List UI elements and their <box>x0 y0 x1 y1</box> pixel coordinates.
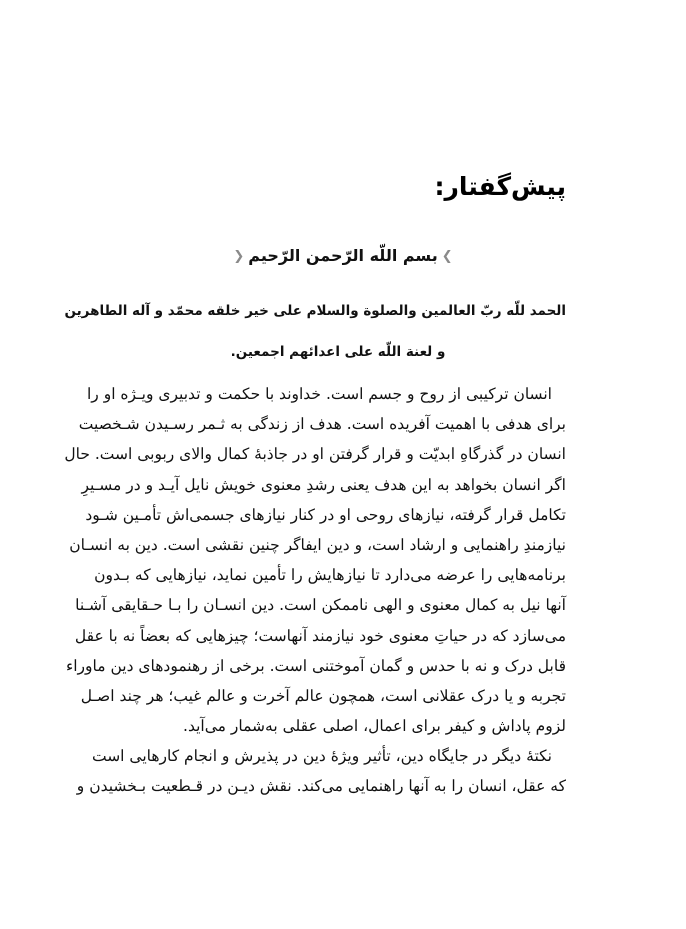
page-heading: پیش‌گفتار: <box>434 172 566 201</box>
text-line: تکامل قرار گرفته، نیازهای روحی او در کنار نیازهای جسمی‌اش تأمـین شـود <box>85 505 566 524</box>
ornament-bracket-right-icon: ❯ <box>441 249 453 264</box>
text-line: آنها نیل به کمال معنوی و الهی ناممکن است. دین انسـان را بـا حـقایقی آشـنا <box>75 596 566 615</box>
text-line: نیازمندِ راهنمایی و ارشاد است، و دین ایفاگر چنین نقشی است. دین به انسـان <box>69 535 566 554</box>
text-line: نکتهٔ دیگر در جایگاه دین، تأثیر ویژهٔ دین در پذیرش و انجام کارهایی است <box>91 747 552 766</box>
text-line: برای هدفی با اهمیت آفریده است. هدف از زندگی به ثـمر رسـیدن شـخصیت <box>78 415 566 434</box>
text-line: انسان در گذرگاهِ ابدیّت و قرار گرفتن او در جاذبهٔ کمال والای ربوبی است. حال <box>64 445 566 464</box>
invocation-line-2: و لعنة اللّه علی اعدائهم اجمعین. <box>230 344 446 360</box>
paragraph-1 <box>64 379 566 741</box>
text-line: برنامه‌هایی را عرضه می‌دارد تا نیازهایش را تأمین نماید، نیازهایی که بـدون <box>94 566 566 585</box>
text-line: لزوم پاداش و کیفر برای اعمال، اصلی عقلی به‌شمار می‌آید. <box>183 717 566 736</box>
text-line: می‌سازد که در حیاتِ معنوی خود نیازمند آنهاست؛ چیزهایی که بعضاً نه با عقل <box>74 626 566 645</box>
ornament-bracket-left-icon: ❮ <box>233 249 245 264</box>
paragraph-2 <box>76 741 566 801</box>
body-text <box>64 379 566 802</box>
text-line: انسان ترکیبی از روح و جسم است. خداوند با حکمت و تدبیری ویـژه او را <box>87 385 552 403</box>
text-line: که عقل، انسان را به آنها راهنمایی می‌کند. نقش دیـن در قـطعیت بـخشیدن و <box>76 777 566 796</box>
bismillah-line <box>0 243 686 270</box>
invocation-line-1: الحمد للّه ربّ العالمین والصلوة والسلام علی خیر خلقه محمّد و آله الطاهرین <box>64 303 566 319</box>
text-line: تجربه و یا درک عقلانی است، همچون عالم آخرت و عالم غیب؛ هر چند اصـل <box>80 686 566 705</box>
text-line: قابل درک و نه با حدس و گمان آموختنی است. برخی از رهنمودهای دین ماوراء <box>65 656 566 675</box>
bismillah-text: بسم اللّه الرّحمن الرّحیم <box>248 246 438 265</box>
text-line: اگر انسان بخواهد به این هدف یعنی رشدِ معنوی خویش نایل آیـد و در مسـیرِ <box>81 475 566 494</box>
